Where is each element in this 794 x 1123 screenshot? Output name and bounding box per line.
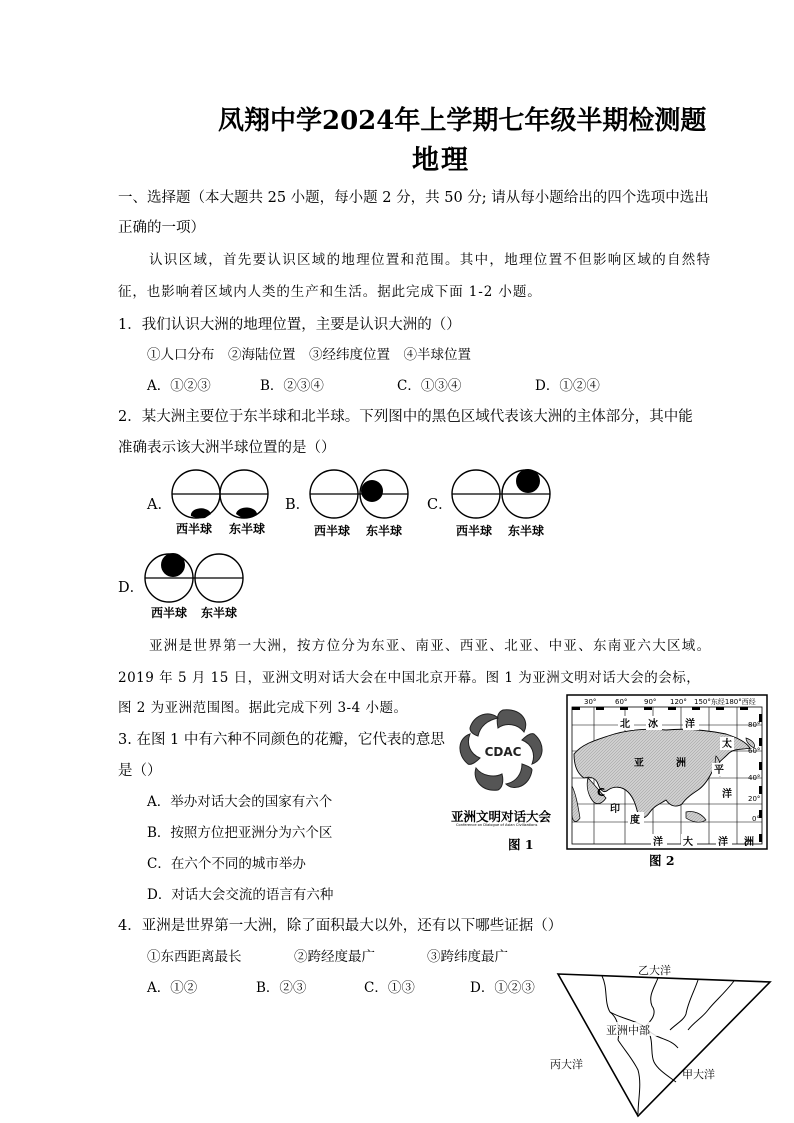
q4-option-c[interactable]: C．①③: [364, 980, 415, 996]
fig3-label-bing-ocean: 丙大洋: [550, 1058, 583, 1071]
q1-option-d[interactable]: D．①②④: [535, 378, 600, 394]
q4-stem: 4．亚洲是世界第一大洲，除了面积最大以外，还有以下哪些证据（）: [118, 918, 563, 934]
map-right-tick-1: 60°: [748, 747, 761, 755]
map-label-zhou1: 洲: [676, 758, 686, 769]
map-top-tick-1: 60°: [615, 698, 628, 706]
map-label-bei: 北: [620, 719, 630, 730]
fig3-label-yi-ocean: 乙大洋: [638, 964, 671, 977]
q1-items: ①人口分布 ②海陆位置 ③经纬度位置 ④半球位置: [147, 347, 471, 363]
q4-option-b[interactable]: B．②③: [256, 980, 307, 996]
q4-option-a[interactable]: A．①②: [147, 980, 198, 996]
map-label-yang1: 洋: [685, 719, 695, 730]
passage2-line3: 图 2 为亚洲范围图。据此完成下列 3-4 小题。: [118, 700, 408, 716]
figure1-name-cn: 亚洲文明对话大会: [451, 809, 552, 824]
q2-c-west-label: 西半球: [456, 524, 493, 538]
q4-item-2: ②跨经度最广: [294, 949, 375, 965]
q2-stem-line1: 2．某大洲主要位于东半球和北半球。下列图中的黑色区域代表该大洲的主体部分，其中能: [118, 409, 693, 425]
map-right-tick-2: 40°: [748, 774, 761, 782]
section-heading-line1: 一、选择题（本大题共 25 小题，每小题 2 分，共 50 分; 请从每小题给出的四个选项中选出: [118, 190, 709, 206]
map-right-tick-3: 20°: [748, 795, 761, 803]
cdac-logo-text: CDAC: [484, 745, 522, 759]
map-top-tick-0: 30°: [584, 698, 597, 706]
q1-option-c[interactable]: C．①③④: [397, 378, 462, 394]
passage1-line1: 认识区域，首先要认识区域的地理位置和范围。其中，地理位置不但影响区域的自然特: [149, 252, 712, 268]
q2-option-c[interactable]: C．: [427, 497, 453, 513]
q2-stem-line2: 准确表示该大洲半球位置的是（）: [118, 440, 336, 456]
q2-c-east-label: 东半球: [508, 524, 545, 538]
page-subject: 地理: [412, 145, 470, 176]
q3-option-a[interactable]: A．举办对话大会的国家有六个: [147, 794, 333, 810]
passage2-line1: 亚洲是世界第一大洲，按方位分为东亚、南亚、西亚、北亚、中亚、东南亚六大区域。: [149, 638, 712, 654]
q3-stem-line2: 是（）: [118, 763, 162, 779]
q3-option-c[interactable]: C．在六个不同的城市举办: [147, 856, 306, 872]
q3-option-d[interactable]: D．对话大会交流的语言有六种: [147, 887, 334, 903]
figure2-caption: 图 2: [649, 853, 675, 868]
map-label-yang3: 洋: [653, 837, 663, 848]
map-top-tick-2: 90°: [644, 698, 657, 706]
q2-b-east-label: 东半球: [366, 524, 403, 538]
q2-d-west-label: 西半球: [151, 606, 188, 620]
q2-figure-d: [143, 550, 248, 604]
map-top-tick-3: 120°: [670, 698, 687, 706]
fig3-label-central-asia: 亚洲中部: [606, 1024, 650, 1037]
q3-stem-line1: 3. 在图 1 中有六种不同颜色的花瓣，它代表的意思: [118, 732, 445, 748]
map-label-ya: 亚: [634, 758, 644, 769]
map-right-tick-0: 80°: [748, 721, 761, 729]
page-title: 凤翔中学2024年上学期七年级半期检测题: [218, 106, 707, 136]
passage1-line2: 征，也影响着区域内人类的生产和生活。据此完成下面 1-2 小题。: [118, 284, 542, 300]
q1-option-b[interactable]: B．②③④: [260, 378, 324, 394]
q2-figure-a: [170, 468, 275, 520]
passage2-line2: 2019 年 5 月 15 日，亚洲文明对话大会在中国北京开幕。图 1 为亚洲文明对话大会的会标，: [118, 670, 701, 686]
figure3-triangle-map: [538, 958, 774, 1120]
q2-b-west-label: 西半球: [314, 524, 351, 538]
q2-option-d[interactable]: D．: [118, 580, 145, 596]
map-top-tick-4: 150°东经180°西经: [694, 698, 756, 706]
map-label-yin: 印: [610, 804, 620, 815]
q4-item-1: ①东西距离最长: [147, 949, 242, 965]
q2-figure-c: [450, 466, 555, 520]
fig3-label-jia-ocean: 甲大洋: [682, 1068, 715, 1081]
map-label-c: C: [597, 786, 606, 799]
map-label-tai: 太: [722, 739, 732, 750]
section-heading-line2: 正确的一项）: [118, 220, 205, 236]
q2-a-west-label: 西半球: [176, 522, 213, 536]
q1-option-a[interactable]: A．①②③: [147, 378, 211, 394]
q1-stem: 1．我们认识大洲的地理位置，主要是认识大洲的（）: [118, 317, 461, 333]
figure2-asia-map: [566, 694, 768, 850]
q3-option-b[interactable]: B．按照方位把亚洲分为六个区: [147, 825, 333, 841]
q2-a-east-label: 东半球: [229, 522, 266, 536]
map-label-da: 大: [683, 837, 693, 848]
q2-option-a[interactable]: A．: [147, 497, 172, 513]
map-label-du: 度: [630, 815, 640, 826]
map-label-bing: 冰: [648, 719, 658, 730]
figure1-caption: 图 1: [508, 837, 534, 852]
map-label-yang2: 洋: [722, 789, 732, 800]
map-right-tick-4: 0°: [752, 815, 760, 823]
figure1-cdac-logo: [448, 704, 558, 806]
map-label-ping: 平: [714, 765, 724, 776]
map-label-zhou2: 洲: [744, 837, 754, 848]
q2-option-b[interactable]: B．: [285, 497, 311, 513]
figure1-name-en: Conference on Dialogue of Asian Civilizations: [456, 823, 538, 827]
map-label-yang4: 洋: [718, 837, 728, 848]
q4-item-3: ③跨纬度最广: [427, 949, 508, 965]
q2-d-east-label: 东半球: [201, 606, 238, 620]
q4-option-d[interactable]: D．①②③: [470, 980, 535, 996]
q2-figure-b: [308, 468, 413, 520]
